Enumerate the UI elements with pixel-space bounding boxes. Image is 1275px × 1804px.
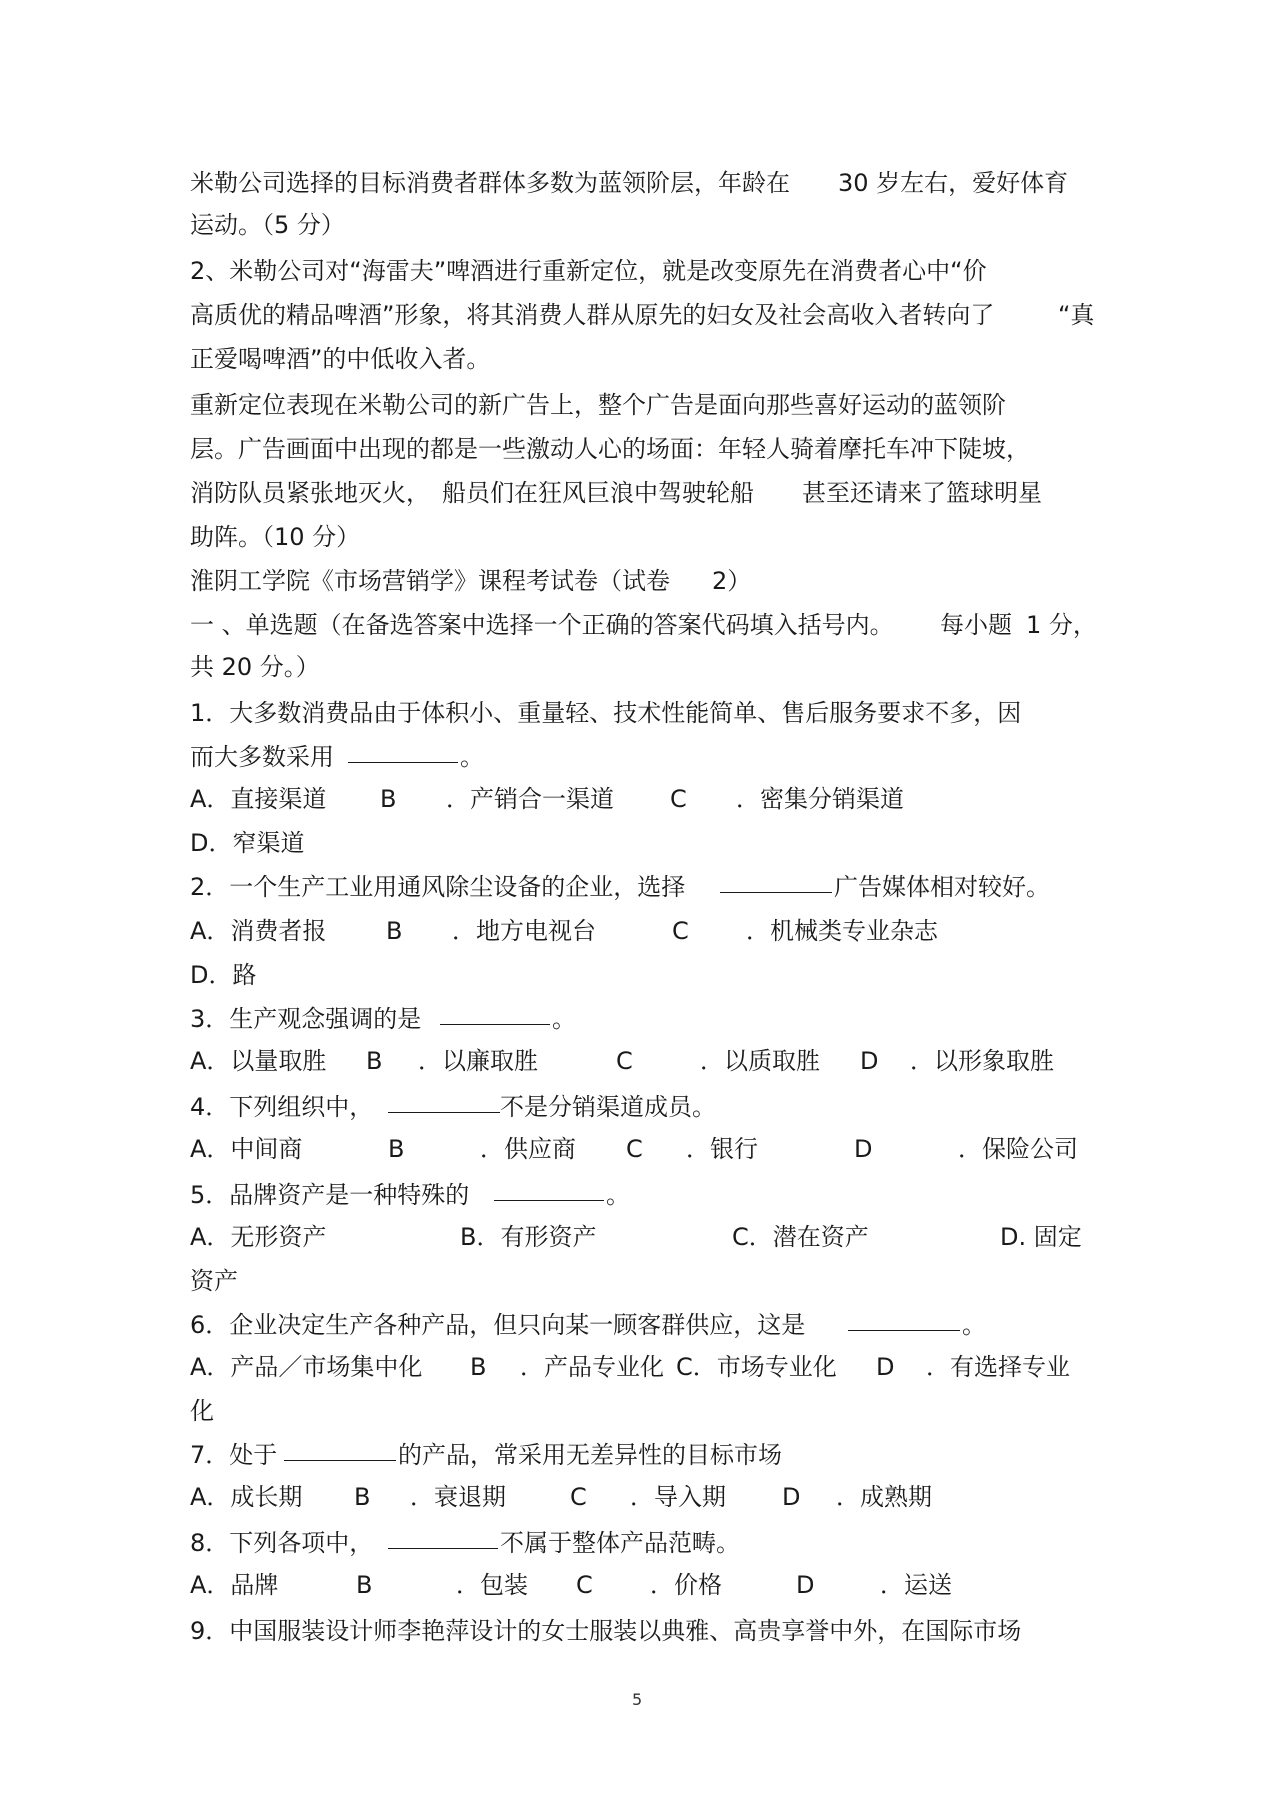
text-segment: ．以形象取胜	[910, 1047, 1054, 1075]
text-segment: B	[388, 1135, 405, 1163]
text-segment: C．市场专业化	[676, 1353, 837, 1381]
text-segment: 。	[460, 743, 484, 771]
text-segment: 1 分，	[1026, 611, 1097, 639]
text-segment: 助阵。（10 分）	[190, 523, 361, 551]
text-segment: B．有形资产	[460, 1223, 597, 1251]
text-segment: A．无形资产	[190, 1223, 327, 1251]
text-segment: B	[470, 1353, 487, 1381]
text-segment: C	[672, 917, 689, 945]
text-segment: A．成长期	[190, 1483, 303, 1511]
text-segment: D	[782, 1483, 801, 1511]
text-segment: 3．生产观念强调的是	[190, 1005, 422, 1033]
text-segment: ．运送	[880, 1571, 952, 1599]
text-segment: A．以量取胜	[190, 1047, 327, 1075]
text-segment: 2．一个生产工业用通风除尘设备的企业，选择	[190, 873, 686, 901]
answer-blank	[494, 1180, 604, 1201]
text-segment: “真	[1058, 301, 1095, 329]
text-segment: B	[366, 1047, 383, 1075]
text-segment: D．路	[190, 961, 257, 989]
answer-blank	[348, 742, 458, 763]
page-number: 5	[632, 1690, 643, 1709]
text-segment: ．密集分销渠道	[736, 785, 904, 813]
text-segment: ．有选择专业	[926, 1353, 1070, 1381]
text-segment: 6．企业决定生产各种产品，但只向某一顾客群供应，这是	[190, 1311, 806, 1339]
text-segment: 。	[552, 1005, 576, 1033]
answer-blank	[440, 1004, 550, 1025]
text-segment: A．消费者报	[190, 917, 327, 945]
text-segment: ．产销合一渠道	[446, 785, 614, 813]
text-segment: ．机械类专业杂志	[746, 917, 938, 945]
text-segment: A．直接渠道	[190, 785, 327, 813]
text-segment: 。	[962, 1311, 986, 1339]
answer-blank	[848, 1310, 960, 1331]
text-segment: 高质优的精品啤酒”形象，将其消费人群从原先的妇女及社会高收入者转向了	[190, 301, 995, 329]
text-segment: 船员们在狂风巨浪中驾驶轮船	[442, 479, 754, 507]
text-segment: 米勒公司选择的目标消费者群体多数为蓝领阶层，年龄在	[190, 169, 790, 197]
text-segment: A．产品／市场集中化	[190, 1353, 423, 1381]
text-segment: ．产品专业化	[520, 1353, 664, 1381]
text-segment: 共 20 分。）	[190, 653, 320, 681]
text-segment: ．银行	[686, 1135, 758, 1163]
text-segment: 7．处于	[190, 1441, 278, 1469]
text-segment: ．衰退期	[410, 1483, 506, 1511]
text-segment: 广告媒体相对较好。	[834, 873, 1050, 901]
text-segment: 化	[190, 1397, 214, 1425]
text-segment: 9．中国服装设计师李艳萍设计的女士服装以典雅、高贵享誉中外，在国际市场	[190, 1617, 1022, 1645]
text-segment: D	[876, 1353, 895, 1381]
text-segment: 正爱喝啤酒”的中低收入者。	[190, 345, 491, 373]
text-segment: 8．下列各项中，	[190, 1529, 374, 1557]
text-segment: ．包装	[456, 1571, 528, 1599]
text-segment: D．窄渠道	[190, 829, 305, 857]
text-segment: 2）	[712, 567, 752, 595]
text-segment: 2、米勒公司对“海雷夫”啤酒进行重新定位，就是改变原先在消费者心中“价	[190, 257, 987, 285]
text-segment: 4．下列组织中，	[190, 1093, 374, 1121]
text-segment: 甚至还请来了篮球明星	[802, 479, 1042, 507]
text-segment: C	[576, 1571, 593, 1599]
text-segment: 重新定位表现在米勒公司的新广告上，整个广告是面向那些喜好运动的蓝领阶	[190, 391, 1006, 419]
text-segment: C	[670, 785, 687, 813]
text-segment: ．价格	[650, 1571, 722, 1599]
answer-blank	[388, 1092, 500, 1113]
text-segment: D. 固定	[1000, 1223, 1082, 1251]
text-segment: C	[570, 1483, 587, 1511]
text-segment: 消防队员紧张地灭火，	[190, 479, 430, 507]
text-segment: ．导入期	[630, 1483, 726, 1511]
text-segment: ．保险公司	[958, 1135, 1078, 1163]
text-segment: 层。广告画面中出现的都是一些激动人心的场面：年轻人骑着摩托车冲下陡坡，	[190, 435, 1030, 463]
text-segment: 运动。（5 分）	[190, 211, 345, 239]
text-segment: 5．品牌资产是一种特殊的	[190, 1181, 470, 1209]
text-segment: 不属于整体产品范畴。	[500, 1529, 740, 1557]
text-segment: D	[796, 1571, 815, 1599]
text-segment: B	[386, 917, 403, 945]
text-segment: A．中间商	[190, 1135, 303, 1163]
text-segment: A．品牌	[190, 1571, 279, 1599]
text-segment: C	[616, 1047, 633, 1075]
text-segment: 的产品，常采用无差异性的目标市场	[398, 1441, 782, 1469]
text-segment: ．以廉取胜	[418, 1047, 538, 1075]
text-segment: 30 岁左右，爱好体育	[838, 169, 1069, 197]
text-segment: ．地方电视台	[452, 917, 596, 945]
text-segment: B	[380, 785, 397, 813]
text-segment: 淮阴工学院《市场营销学》课程考试卷（试卷	[190, 567, 670, 595]
text-segment: C	[626, 1135, 643, 1163]
text-segment: B	[356, 1571, 373, 1599]
text-segment: ．以质取胜	[700, 1047, 820, 1075]
text-segment: 。	[606, 1181, 630, 1209]
text-segment: D	[860, 1047, 879, 1075]
text-segment: D	[854, 1135, 873, 1163]
text-segment: 1．大多数消费品由于体积小、重量轻、技术性能简单、售后服务要求不多，因	[190, 699, 1022, 727]
text-segment: ．供应商	[480, 1135, 576, 1163]
answer-blank	[388, 1528, 498, 1549]
text-segment: 不是分销渠道成员。	[500, 1093, 716, 1121]
answer-blank	[284, 1440, 396, 1461]
text-segment: 资产	[190, 1267, 238, 1295]
text-segment: 而大多数采用	[190, 743, 334, 771]
answer-blank	[720, 872, 832, 893]
text-segment: B	[354, 1483, 371, 1511]
text-segment: 每小题	[940, 611, 1012, 639]
text-segment: 一 、单选题（在备选答案中选择一个正确的答案代码填入括号内。	[190, 611, 894, 639]
text-segment: ．成熟期	[836, 1483, 932, 1511]
text-segment: C．潜在资产	[732, 1223, 869, 1251]
